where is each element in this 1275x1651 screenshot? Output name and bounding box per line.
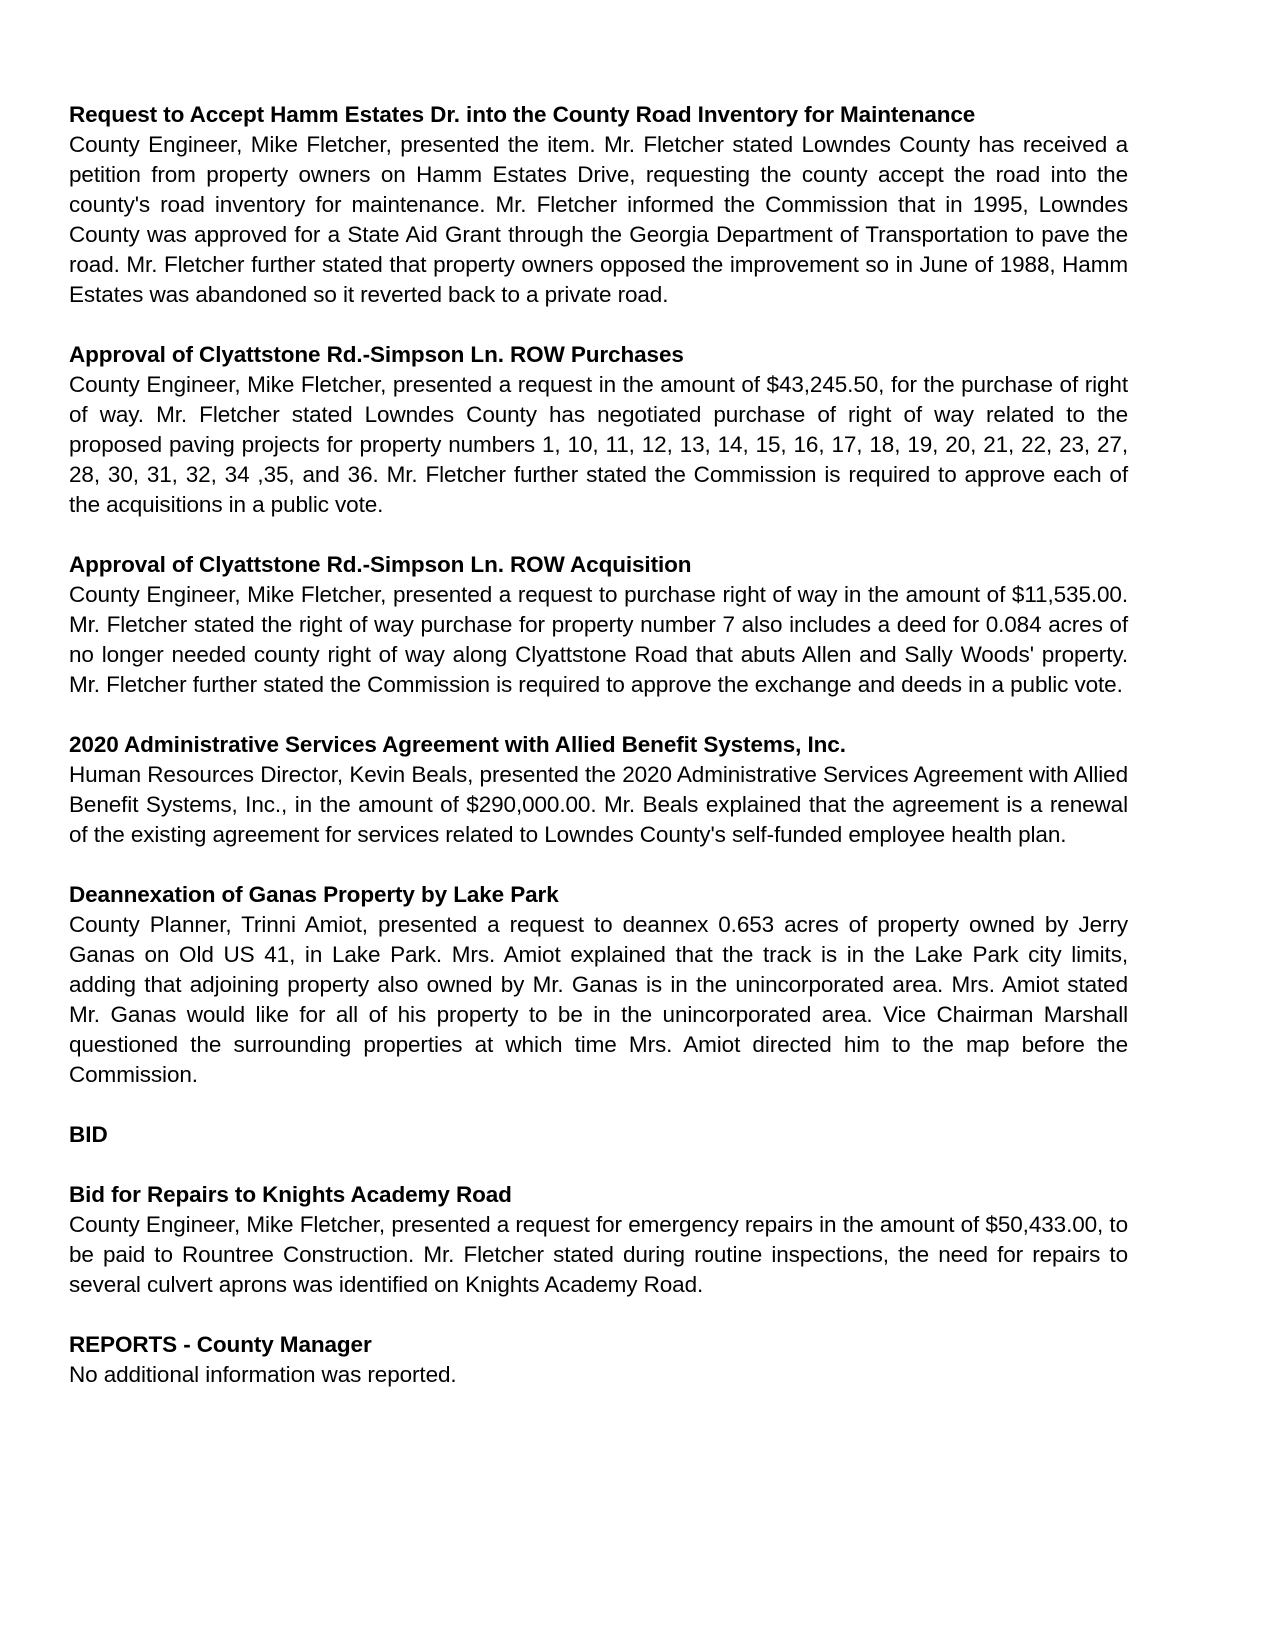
section-heading: Deannexation of Ganas Property by Lake Park	[69, 882, 559, 907]
section-paragraph: County Planner, Trinni Amiot, presented a request to deannex 0.653 acres of property owned by Jerry Ganas on Old US 41, in Lake Park. Mrs. Amiot explained that the track is in the Lake Park city limits, adding that adjoining property also owned by Mr. Ganas is in the unincorporated area. Mrs. Amiot stated Mr. Ganas would like for all of his property to be in the unincorporated area. Vice Chairman Marshall questioned the surrounding properties at which time Mrs. Amiot directed him to the map before the Commission.	[69, 912, 1128, 1087]
bid-label: BID	[69, 1122, 108, 1147]
section-heading: Request to Accept Hamm Estates Dr. into the County Road Inventory for Maintenance	[69, 102, 976, 127]
section-paragraph: County Engineer, Mike Fletcher, presented the item. Mr. Fletcher stated Lowndes County has received a petition from property owners on Hamm Estates Drive, requesting the county accept the road into the county's road inventory for maintenance. Mr. Fletcher informed the Commission that in 1995, Lowndes County was approved for a State Aid Grant through the Georgia Department of Transportation to pave the road. Mr. Fletcher further stated that property owners opposed the improvement so in June of 1988, Hamm Estates was abandoned so it reverted back to a private road.	[69, 132, 1128, 307]
section-paragraph: County Engineer, Mike Fletcher, presented a request to purchase right of way in the amount of $11,535.00. Mr. Fletcher stated the right of way purchase for property number 7 also includes a deed for 0.084 acres of no longer needed county right of way along Clyattstone Road that abuts Allen and Sally Woods' property. Mr. Fletcher further stated the Commission is required to approve the exchange and deeds in a public vote.	[69, 582, 1128, 697]
section-deannexation	[69, 880, 1128, 1090]
section-paragraph: County Engineer, Mike Fletcher, presented a request for emergency repairs in the amount of $50,433.00, to be paid to Rountree Construction. Mr. Fletcher stated during routine inspections, the need for repairs to several culvert aprons was identified on Knights Academy Road.	[69, 1212, 1128, 1297]
section-paragraph: No additional information was reported.	[69, 1362, 457, 1387]
section-row-acquisition	[69, 550, 1128, 700]
section-reports-county-manager	[69, 1330, 1128, 1390]
section-heading: Bid for Repairs to Knights Academy Road	[69, 1182, 512, 1207]
section-heading: Approval of Clyattstone Rd.-Simpson Ln. ROW Acquisition	[69, 552, 692, 577]
section-heading: REPORTS - County Manager	[69, 1332, 372, 1357]
document-body	[69, 100, 1128, 1390]
section-paragraph: Human Resources Director, Kevin Beals, presented the 2020 Administrative Services Agreement with Allied Benefit Systems, Inc., in the amount of $290,000.00. Mr. Beals explained that the agreement is a renewal of the existing agreement for services related to Lowndes County's self-funded employee health plan.	[69, 762, 1128, 847]
section-row-purchases	[69, 340, 1128, 520]
section-paragraph: County Engineer, Mike Fletcher, presented a request in the amount of $43,245.50, for the purchase of right of way. Mr. Fletcher stated Lowndes County has negotiated purchase of right of way related to the proposed paving projects for property numbers 1, 10, 11, 12, 13, 14, 15, 16, 17, 18, 19, 20, 21, 22, 23, 27, 28, 30, 31, 32, 34 ,35, and 36. Mr. Fletcher further stated the Commission is required to approve each of the acquisitions in a public vote.	[69, 372, 1128, 517]
section-allied-benefit	[69, 730, 1128, 850]
bid-label-block	[69, 1120, 1128, 1150]
section-heading: Approval of Clyattstone Rd.-Simpson Ln. ROW Purchases	[69, 342, 684, 367]
section-knights-academy	[69, 1180, 1128, 1300]
section-heading: 2020 Administrative Services Agreement with Allied Benefit Systems, Inc.	[69, 732, 846, 757]
section-hamm-estates	[69, 100, 1128, 310]
